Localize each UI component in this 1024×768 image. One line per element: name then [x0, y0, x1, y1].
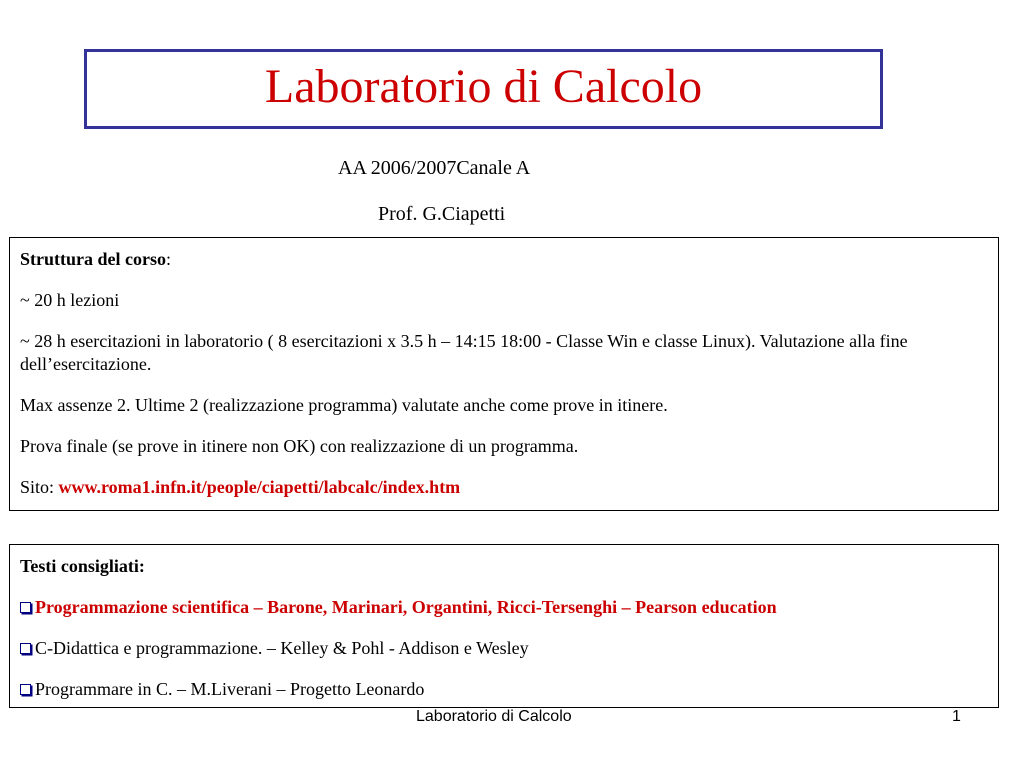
subtitle-academic-year: AA 2006/2007Canale A — [338, 157, 531, 179]
course-labs-line: ~ 28 h esercitazioni in laboratorio ( 8 esercitazioni x 3.5 h – 14:15 18:00 - Classe Win e classe Linux). Valutazione alla fine dell’esercitazione. — [20, 331, 908, 374]
hollow-square-bullet-icon — [20, 643, 31, 654]
hollow-square-bullet-icon — [20, 684, 31, 695]
slide-title: Laboratorio di Calcolo — [264, 60, 703, 113]
course-absences-line: Max assenze 2. Ultime 2 (realizzazione programma) valutate anche come prove in itinere. — [20, 395, 668, 415]
course-heading-colon: : — [165, 249, 171, 269]
footer-title: Laboratorio di Calcolo — [416, 708, 572, 725]
course-heading-line — [20, 248, 988, 271]
books-heading: Testi consigliati: — [20, 556, 145, 576]
hollow-square-bullet-icon — [20, 602, 31, 613]
course-lessons-line: ~ 20 h lezioni — [20, 290, 120, 310]
subtitle-professor: Prof. G.Ciapetti — [378, 203, 506, 225]
course-site-link[interactable]: www.roma1.infn.it/people/ciapetti/labcalc/index.htm — [58, 477, 461, 497]
recommended-books-box — [9, 544, 999, 708]
course-heading: Struttura del corso — [20, 249, 166, 269]
book-item-text: Programmare in C. – M.Liverani – Progetto Leonardo — [35, 679, 425, 699]
book-item-text: C-Didattica e programmazione. – Kelley & Pohl - Addison e Wesley — [35, 638, 529, 658]
course-site-line — [20, 476, 988, 499]
course-final-line: Prova finale (se prove in itinere non OK) con realizzazione di un programma. — [20, 436, 579, 456]
course-structure-box — [9, 237, 999, 511]
book-item-text: Programmazione scientifica – Barone, Marinari, Organtini, Ricci-Tersenghi – Pearson education — [35, 597, 777, 617]
footer-page-number: 1 — [952, 708, 961, 725]
book-item — [20, 637, 988, 660]
book-item — [20, 596, 988, 619]
site-label: Sito: — [20, 477, 59, 497]
book-item — [20, 678, 988, 701]
title-frame — [84, 49, 883, 129]
